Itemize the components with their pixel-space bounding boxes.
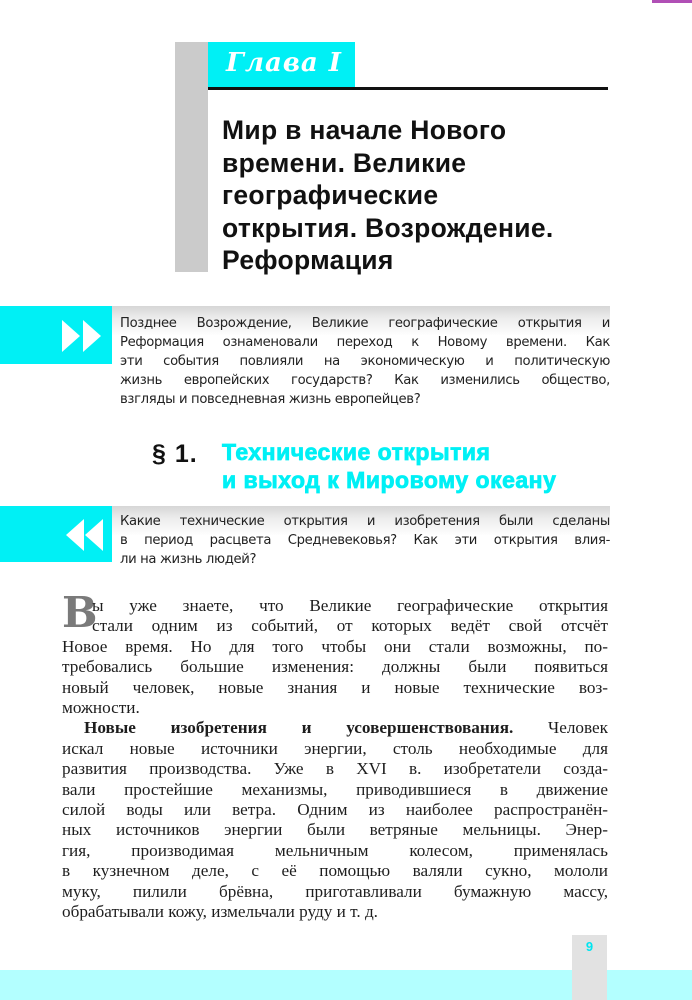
paragraph-heading: Новые изобретения и усовершенствования. [84,718,514,738]
body-inline-text: Человек [548,718,609,738]
body-line: стали одним из событий, от которых ведёт свой отсчёт [92,616,608,636]
paragraph-2 [62,718,608,922]
chapter-side-bar [175,42,208,272]
body-line: в кузнечном деле, с её помощью валяли сукно, мололи [62,861,608,881]
chapter-label: Глава I [226,48,342,78]
intro-line: жизнь европейских государств? Как изменились общество, [120,373,610,388]
intro-text [120,314,610,409]
intro-line: взгляды и повседневная жизнь европейцев? [120,392,421,407]
body-line: искал новые источники энергии, столь необходимые для [62,738,608,758]
question-line: в период расцвета Средневековья? Как эти открытия влия- [120,533,610,548]
chapter-rule [208,87,608,90]
paragraph-1 [62,596,608,718]
question-callout [0,506,612,576]
question-text [120,512,610,569]
intro-callout [0,306,612,416]
body-line: вали простейшие механизмы, приводившиеся в движение [62,779,608,799]
fast-forward-icon [62,320,106,352]
section-title-line: и выход к Мировому океану [222,467,557,493]
body-line: ных источников энергии были ветряные мельницы. Энер- [62,820,608,840]
body-line: обрабатывали кожу, измельчали руду и т. д. [62,902,378,922]
body-line [62,718,608,738]
drop-cap: В [62,588,98,637]
section-title-line: Технические открытия [222,439,491,465]
body-line: развития производства. Уже в XVI в. изобретатели созда- [62,759,608,779]
intro-line: эти события повлияли на экономическую и политическую [120,354,610,369]
body-line: гия, производимая мельничным колесом, применялась [62,840,608,860]
chapter-title-line: открытия. Возрождение. [222,212,554,243]
page-number: 9 [585,939,594,954]
body-line: ы уже знаете, что Великие географические открытия [92,596,608,615]
intro-line: Позднее Возрождение, Великие географические открытия и [120,316,610,331]
top-corner-accent [652,0,692,3]
body-line: новый человек, новые знания и новые технические воз- [62,677,608,697]
question-line: ли на жизнь людей? [120,552,257,567]
page-number-box [572,935,607,1000]
body-line: Новое время. Но для того чтобы они стали возможны, по- [62,636,608,656]
body-text [62,596,608,923]
section-number: § 1. [152,440,198,468]
body-line: требовались большие изменения: должны были появиться [62,657,608,677]
question-line: Какие технические открытия и изобретения были сделаны [120,514,610,529]
rewind-icon [66,519,106,551]
chapter-title-line: Мир в начале Нового [222,115,507,145]
body-line: силой воды или ветра. Одним из наиболее распространён- [62,800,608,820]
chapter-title-line: времени. Великие [222,147,467,178]
chapter-title [222,114,612,277]
intro-icon-box [0,306,112,364]
chapter-label-box [208,42,355,87]
body-line: муку, пилили брёвна, приготавливали бумажную массу, [62,881,608,901]
intro-line: Реформация ознаменовали переход к Новому времени. Как [120,335,610,350]
chapter-title-line: Реформация [222,245,394,275]
question-icon-box [0,506,112,562]
body-line: можности. [62,698,140,718]
chapter-title-line: географические [222,180,439,210]
section-title [222,438,556,494]
